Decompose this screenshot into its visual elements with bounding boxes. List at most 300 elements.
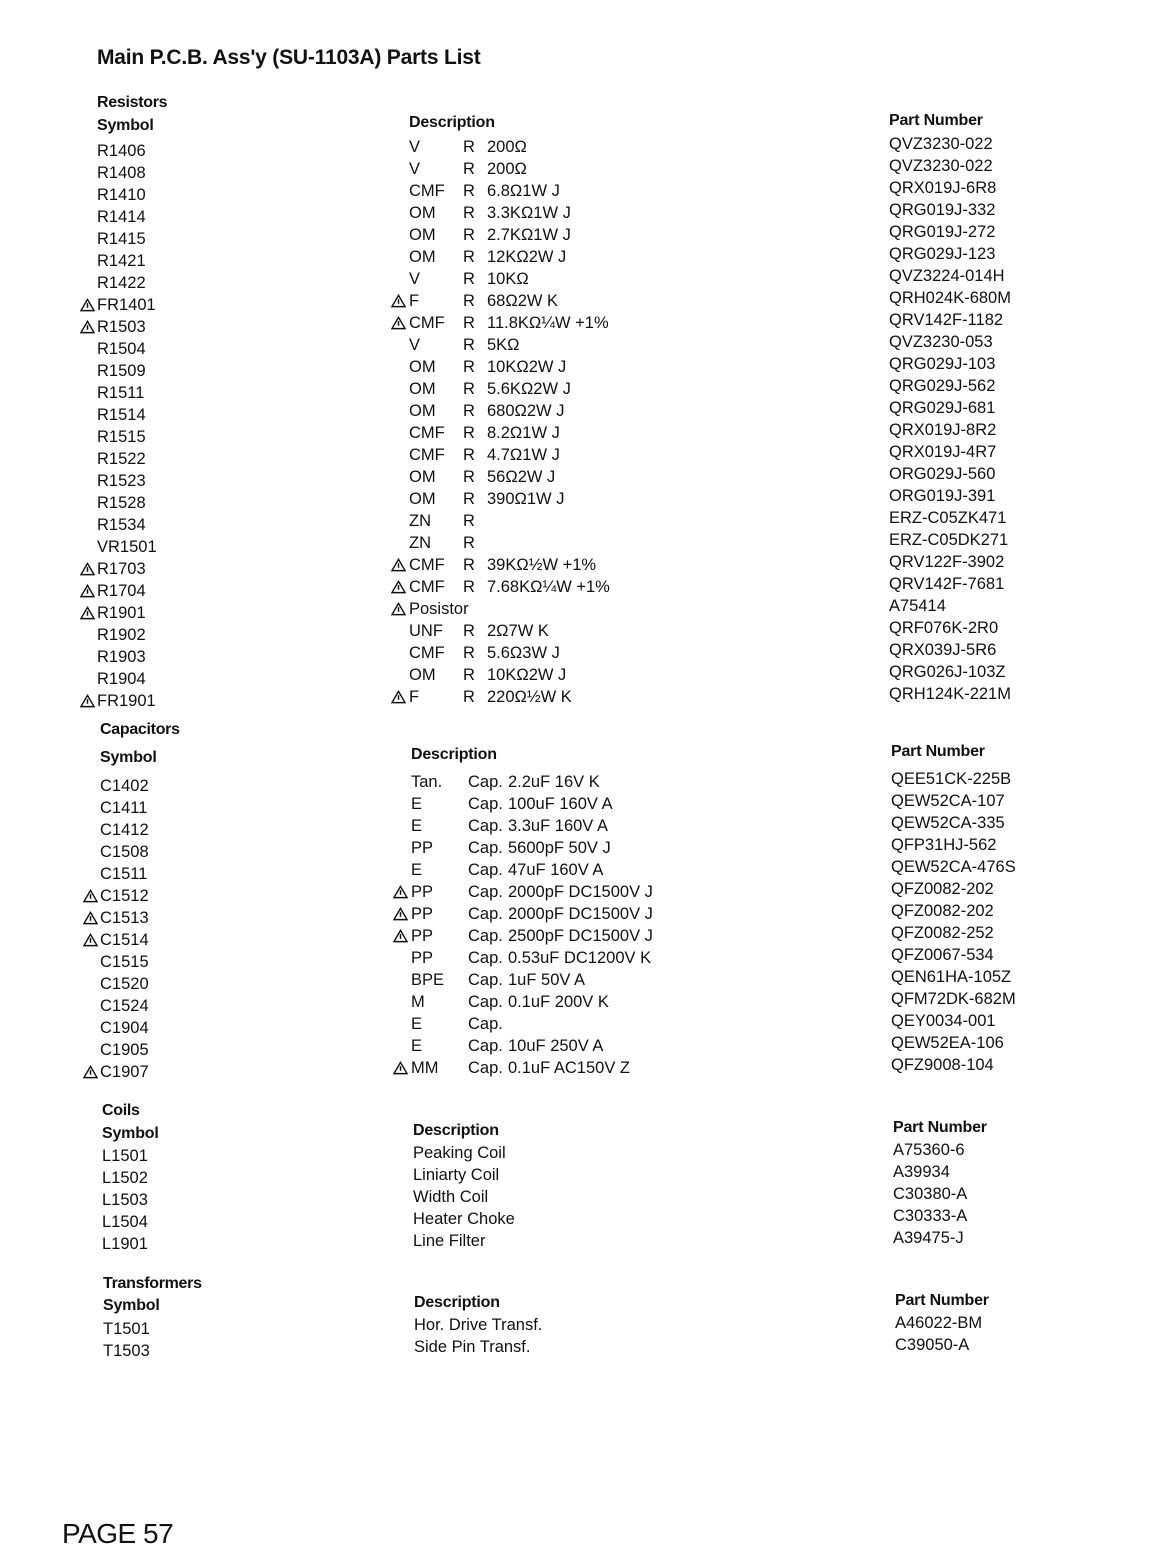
- resistor-symbol: [97, 448, 157, 470]
- resistor-part-number: ERZ-C05DK271: [889, 531, 1009, 549]
- coils-symbol-header: Symbol: [102, 1125, 159, 1142]
- component-class: Cap.: [468, 1059, 503, 1077]
- description-row: [409, 444, 610, 466]
- part-symbol: L1503: [102, 1191, 148, 1209]
- capacitor-part-number: QEW52CA-107: [891, 792, 1005, 810]
- coil-part-number: A39475-J: [893, 1229, 964, 1247]
- resistor-symbol: [97, 338, 157, 360]
- resistor-symbol: [97, 382, 157, 404]
- description-row: [409, 158, 610, 180]
- description-row: Peaking Coil: [413, 1144, 506, 1162]
- resistor-part-number: QRG029J-562: [889, 377, 996, 395]
- part-symbol: VR1501: [97, 538, 157, 556]
- warning-triangle-icon: [83, 1065, 98, 1079]
- resistors-description-column: [409, 136, 610, 708]
- resistor-part-number: QVZ3230-022: [889, 157, 993, 175]
- description-row: Heater Choke: [413, 1210, 515, 1228]
- part-symbol: R1903: [97, 648, 146, 666]
- description-row: [409, 334, 610, 356]
- component-spec: 200Ω: [487, 138, 527, 156]
- component-type: OM: [409, 226, 436, 244]
- component-class: R: [463, 380, 475, 398]
- description-row: [409, 664, 610, 686]
- component-spec: 2000pF DC1500V J: [508, 905, 653, 923]
- resistor-symbol: [97, 250, 157, 272]
- resistor-part-number: QRH124K-221M: [889, 685, 1011, 703]
- resistor-part-number: ORG029J-560: [889, 465, 996, 483]
- capacitors-section-title: Capacitors: [100, 721, 180, 738]
- description-row: [409, 268, 610, 290]
- component-spec: 10KΩ2W J: [487, 358, 567, 376]
- component-class: R: [463, 644, 475, 662]
- resistor-symbol: [97, 514, 157, 536]
- part-symbol: C1512: [100, 887, 149, 905]
- description-row: [409, 422, 610, 444]
- warning-triangle-icon: [391, 316, 406, 330]
- description-row: Width Coil: [413, 1188, 489, 1206]
- coil-symbol: [102, 1189, 148, 1211]
- component-type: F: [409, 688, 420, 706]
- part-symbol: C1402: [100, 777, 149, 795]
- component-type: M: [411, 993, 425, 1011]
- warning-triangle-icon: [391, 558, 406, 572]
- coils-description-column: [413, 1142, 515, 1252]
- description-row: [409, 642, 610, 664]
- component-type: BPE: [411, 971, 445, 989]
- warning-triangle-icon: [80, 606, 95, 620]
- component-type: OM: [409, 204, 436, 222]
- part-symbol: FR1901: [97, 692, 156, 710]
- description-row: [411, 947, 653, 969]
- capacitor-symbol: [100, 995, 149, 1017]
- resistor-symbol: [97, 162, 157, 184]
- component-type: OM: [409, 358, 436, 376]
- resistor-part-number: QVZ3224-014H: [889, 267, 1005, 285]
- warning-triangle-icon: [393, 907, 408, 921]
- component-spec: 2.2uF 16V K: [508, 773, 600, 791]
- component-spec: 7.68KΩ¼W +1%: [487, 578, 610, 596]
- component-class: R: [463, 556, 475, 574]
- warning-triangle-icon: [393, 1061, 408, 1075]
- component-type: Posistor: [409, 600, 469, 618]
- part-symbol: R1703: [97, 560, 146, 578]
- component-type: CMF: [409, 556, 445, 574]
- coils-description-header: Description: [413, 1122, 499, 1139]
- component-type: CMF: [409, 314, 445, 332]
- component-type: V: [409, 336, 421, 354]
- capacitor-symbol: [100, 1061, 149, 1083]
- component-class: R: [463, 292, 475, 310]
- capacitor-symbol: [100, 951, 149, 973]
- description-row: [409, 554, 610, 576]
- coil-part-number: A39934: [893, 1163, 950, 1181]
- component-spec: 6.8Ω1W J: [487, 182, 560, 200]
- part-symbol: C1513: [100, 909, 149, 927]
- resistor-symbol: [97, 492, 157, 514]
- page-number: PAGE 57: [62, 1518, 174, 1549]
- component-class: Cap.: [468, 883, 503, 901]
- component-type: V: [409, 138, 421, 156]
- resistor-part-number: QRF076K-2R0: [889, 619, 999, 637]
- component-type: OM: [409, 666, 436, 684]
- warning-triangle-icon: [393, 885, 408, 899]
- component-type: ZN: [409, 534, 431, 552]
- component-spec: 39KΩ½W +1%: [487, 556, 597, 574]
- component-type: CMF: [409, 446, 445, 464]
- description-row: [411, 969, 653, 991]
- resistor-part-number: QRX039J-5R6: [889, 641, 997, 659]
- component-type: MM: [411, 1059, 439, 1077]
- description-row: [409, 510, 610, 532]
- component-type: OM: [409, 402, 436, 420]
- component-spec: 56Ω2W J: [487, 468, 556, 486]
- part-symbol: R1414: [97, 208, 146, 226]
- resistor-symbol: [97, 558, 157, 580]
- component-spec: 5.6Ω3W J: [487, 644, 560, 662]
- part-symbol: R1408: [97, 164, 146, 182]
- transformer-part-number: A46022-BM: [895, 1314, 983, 1332]
- coils-part-number-column: [893, 1139, 967, 1249]
- part-symbol: R1406: [97, 142, 146, 160]
- description-row: [411, 1057, 653, 1079]
- component-class: R: [463, 622, 475, 640]
- component-spec: 200Ω: [487, 160, 527, 178]
- coils-part-number-header: Part Number: [893, 1119, 987, 1136]
- description-row: Liniarty Coil: [413, 1166, 500, 1184]
- warning-triangle-icon: [391, 602, 406, 616]
- capacitor-part-number: QFZ0067-534: [891, 946, 994, 964]
- capacitors-part-number-column: [891, 768, 1016, 1076]
- component-type: UNF: [409, 622, 443, 640]
- resistor-part-number: QRV142F-1182: [889, 311, 1004, 329]
- capacitor-part-number: QFZ0082-202: [891, 902, 994, 920]
- component-type: PP: [411, 839, 434, 857]
- description-row: [411, 771, 653, 793]
- component-class: R: [463, 160, 475, 178]
- component-spec: 390Ω1W J: [487, 490, 565, 508]
- part-symbol: L1504: [102, 1213, 148, 1231]
- resistor-part-number: QRV142F-7681: [889, 575, 1005, 593]
- component-type: V: [409, 270, 421, 288]
- part-symbol: R1514: [97, 406, 146, 424]
- part-symbol: C1907: [100, 1063, 149, 1081]
- component-type: E: [411, 795, 423, 813]
- part-symbol: R1504: [97, 340, 146, 358]
- component-class: R: [463, 424, 475, 442]
- description-row: [411, 793, 653, 815]
- coils-symbol-column: [102, 1145, 148, 1255]
- component-class: R: [463, 204, 475, 222]
- capacitor-part-number: QEY0034-001: [891, 1012, 996, 1030]
- part-symbol: R1534: [97, 516, 146, 534]
- component-class: Cap.: [468, 1015, 503, 1033]
- resistor-part-number: QRG026J-103Z: [889, 663, 1006, 681]
- capacitor-part-number: QFZ9008-104: [891, 1056, 994, 1074]
- description-row: [409, 246, 610, 268]
- component-spec: 100uF 160V A: [508, 795, 613, 813]
- resistor-part-number: QRX019J-4R7: [889, 443, 997, 461]
- description-row: [411, 859, 653, 881]
- resistor-symbol: [97, 646, 157, 668]
- capacitor-symbol: [100, 929, 149, 951]
- resistors-part-number-header: Part Number: [889, 112, 983, 129]
- component-class: R: [463, 688, 475, 706]
- description-row: [411, 925, 653, 947]
- component-type: PP: [411, 905, 434, 923]
- warning-triangle-icon: [83, 911, 98, 925]
- warning-triangle-icon: [83, 933, 98, 947]
- capacitors-part-number-header: Part Number: [891, 743, 985, 760]
- component-type: CMF: [409, 424, 445, 442]
- description-row: [409, 400, 610, 422]
- component-type: CMF: [409, 182, 445, 200]
- component-spec: 10KΩ: [487, 270, 529, 288]
- resistor-symbol: [97, 690, 157, 712]
- component-class: R: [463, 402, 475, 420]
- capacitors-symbol-header: Symbol: [100, 749, 157, 766]
- component-type: V: [409, 160, 421, 178]
- component-spec: 680Ω2W J: [487, 402, 565, 420]
- component-type: PP: [411, 927, 434, 945]
- component-type: CMF: [409, 644, 445, 662]
- resistor-symbol: [97, 602, 157, 624]
- component-type: E: [411, 1037, 423, 1055]
- component-type: OM: [409, 490, 436, 508]
- capacitor-symbol: [100, 885, 149, 907]
- capacitor-part-number: QEW52CA-476S: [891, 858, 1016, 876]
- component-spec: 2500pF DC1500V J: [508, 927, 653, 945]
- warning-triangle-icon: [391, 294, 406, 308]
- part-symbol: C1524: [100, 997, 149, 1015]
- resistor-part-number: QRH024K-680M: [889, 289, 1011, 307]
- component-type: OM: [409, 468, 436, 486]
- resistor-symbol: [97, 668, 157, 690]
- component-class: Cap.: [468, 773, 503, 791]
- resistor-symbol: [97, 624, 157, 646]
- component-type: PP: [411, 883, 434, 901]
- warning-triangle-icon: [80, 298, 95, 312]
- capacitor-symbol: [100, 863, 149, 885]
- component-class: Cap.: [468, 861, 503, 879]
- transformers-part-number-column: [895, 1312, 982, 1356]
- description-row: [409, 378, 610, 400]
- resistors-section-title: Resistors: [97, 94, 168, 111]
- resistor-part-number: ERZ-C05ZK471: [889, 509, 1007, 527]
- component-type: E: [411, 1015, 423, 1033]
- capacitor-part-number: QEW52EA-106: [891, 1034, 1004, 1052]
- resistor-part-number: ORG019J-391: [889, 487, 996, 505]
- component-type: E: [411, 817, 423, 835]
- transformer-part-number: C39050-A: [895, 1336, 970, 1354]
- component-spec: 8.2Ω1W J: [487, 424, 560, 442]
- resistor-symbol: [97, 536, 157, 558]
- component-class: R: [463, 314, 475, 332]
- part-symbol: R1902: [97, 626, 146, 644]
- description-row: [409, 224, 610, 246]
- component-class: R: [463, 270, 475, 288]
- description-row: [409, 290, 610, 312]
- warning-triangle-icon: [80, 562, 95, 576]
- part-symbol: R1515: [97, 428, 146, 446]
- part-symbol: C1905: [100, 1041, 149, 1059]
- transformers-symbol-header: Symbol: [103, 1297, 160, 1314]
- warning-triangle-icon: [80, 584, 95, 598]
- resistor-symbol: [97, 206, 157, 228]
- page-title: Main P.C.B. Ass'y (SU-1103A) Parts List: [97, 46, 481, 69]
- capacitor-symbol: [100, 973, 149, 995]
- component-class: R: [463, 446, 475, 464]
- component-spec: 10KΩ2W J: [487, 666, 567, 684]
- resistor-symbol: [97, 316, 157, 338]
- component-spec: 5.6KΩ2W J: [487, 380, 571, 398]
- part-symbol: L1501: [102, 1147, 148, 1165]
- capacitor-part-number: QEW52CA-335: [891, 814, 1005, 832]
- part-symbol: T1503: [103, 1342, 150, 1360]
- component-spec: 10uF 250V A: [508, 1037, 604, 1055]
- part-symbol: R1422: [97, 274, 146, 292]
- component-class: R: [463, 578, 475, 596]
- description-row: [411, 991, 653, 1013]
- component-spec: 2000pF DC1500V J: [508, 883, 653, 901]
- resistor-part-number: QRG029J-103: [889, 355, 996, 373]
- component-class: Cap.: [468, 795, 503, 813]
- resistor-symbol: [97, 294, 157, 316]
- resistor-part-number: QVZ3230-022: [889, 135, 993, 153]
- description-row: [409, 312, 610, 334]
- component-spec: 2Ω7W K: [487, 622, 549, 640]
- component-spec: 5KΩ: [487, 336, 520, 354]
- component-class: Cap.: [468, 905, 503, 923]
- resistors-symbol-header: Symbol: [97, 117, 154, 134]
- resistors-symbol-column: [97, 140, 157, 712]
- component-class: Cap.: [468, 817, 503, 835]
- component-spec: 47uF 160V A: [508, 861, 604, 879]
- component-type: CMF: [409, 578, 445, 596]
- part-symbol: R1410: [97, 186, 146, 204]
- component-type: Tan.: [411, 773, 443, 791]
- capacitor-part-number: QFM72DK-682M: [891, 990, 1016, 1008]
- description-row: [409, 686, 610, 708]
- capacitor-part-number: QFZ0082-252: [891, 924, 994, 942]
- capacitor-symbol: [100, 1017, 149, 1039]
- description-row: [411, 881, 653, 903]
- coil-part-number: C30333-A: [893, 1207, 968, 1225]
- description-row: [409, 202, 610, 224]
- capacitor-symbol: [100, 819, 149, 841]
- part-symbol: R1415: [97, 230, 146, 248]
- component-class: R: [463, 226, 475, 244]
- part-symbol: C1520: [100, 975, 149, 993]
- component-class: R: [463, 336, 475, 354]
- capacitors-description-header: Description: [411, 746, 497, 763]
- component-class: R: [463, 468, 475, 486]
- component-type: OM: [409, 248, 436, 266]
- warning-triangle-icon: [83, 889, 98, 903]
- resistor-part-number: QRV122F-3902: [889, 553, 1005, 571]
- part-symbol: R1503: [97, 318, 146, 336]
- transformers-description-header: Description: [414, 1294, 500, 1311]
- component-class: R: [463, 182, 475, 200]
- warning-triangle-icon: [393, 929, 408, 943]
- capacitor-part-number: QEN61HA-105Z: [891, 968, 1012, 986]
- resistor-part-number: QRX019J-6R8: [889, 179, 997, 197]
- part-symbol: R1522: [97, 450, 146, 468]
- component-type: OM: [409, 380, 436, 398]
- transformer-symbol: [103, 1318, 150, 1340]
- resistor-symbol: [97, 404, 157, 426]
- part-symbol: C1515: [100, 953, 149, 971]
- resistor-symbol: [97, 228, 157, 250]
- part-symbol: FR1401: [97, 296, 156, 314]
- description-row: [409, 180, 610, 202]
- capacitor-symbol: [100, 1039, 149, 1061]
- coil-symbol: [102, 1211, 148, 1233]
- component-class: R: [463, 490, 475, 508]
- resistor-symbol: [97, 140, 157, 162]
- component-spec: 3.3KΩ1W J: [487, 204, 571, 222]
- resistor-part-number: QRG019J-272: [889, 223, 996, 241]
- resistor-part-number: QRG029J-123: [889, 245, 996, 263]
- capacitor-symbol: [100, 907, 149, 929]
- part-symbol: C1411: [100, 799, 148, 817]
- component-spec: 5600pF 50V J: [508, 839, 611, 857]
- component-spec: 0.53uF DC1200V K: [508, 949, 652, 967]
- component-spec: 1uF 50V A: [508, 971, 586, 989]
- description-row: [409, 466, 610, 488]
- description-row: [409, 620, 610, 642]
- part-symbol: R1904: [97, 670, 146, 688]
- component-class: R: [463, 138, 475, 156]
- component-type: PP: [411, 949, 434, 967]
- part-symbol: R1704: [97, 582, 146, 600]
- component-spec: 4.7Ω1W J: [487, 446, 560, 464]
- component-class: R: [463, 512, 475, 530]
- component-class: Cap.: [468, 993, 503, 1011]
- part-symbol: C1412: [100, 821, 149, 839]
- transformer-symbol: [103, 1340, 150, 1362]
- transformers-symbol-column: [103, 1318, 150, 1362]
- coil-symbol: [102, 1145, 148, 1167]
- component-class: Cap.: [468, 949, 503, 967]
- component-class: R: [463, 666, 475, 684]
- part-symbol: L1901: [102, 1235, 148, 1253]
- component-spec: 220Ω½W K: [487, 688, 572, 706]
- capacitor-symbol: [100, 841, 149, 863]
- resistors-part-number-column: [889, 133, 1011, 705]
- component-spec: 11.8KΩ¼W +1%: [487, 314, 609, 332]
- component-class: Cap.: [468, 839, 503, 857]
- description-row: [409, 532, 610, 554]
- warning-triangle-icon: [391, 690, 406, 704]
- coil-symbol: [102, 1233, 148, 1255]
- resistor-part-number: A75414: [889, 597, 946, 615]
- resistors-description-header: Description: [409, 114, 495, 131]
- capacitor-part-number: QEE51CK-225B: [891, 770, 1012, 788]
- description-row: Hor. Drive Transf.: [414, 1316, 543, 1334]
- description-row: [411, 1035, 653, 1057]
- component-class: Cap.: [468, 927, 503, 945]
- warning-triangle-icon: [80, 320, 95, 334]
- transformers-section-title: Transformers: [103, 1275, 202, 1292]
- capacitor-part-number: QFZ0082-202: [891, 880, 994, 898]
- capacitors-description-column: [411, 771, 653, 1079]
- component-spec: 2.7KΩ1W J: [487, 226, 571, 244]
- description-row: [409, 576, 610, 598]
- description-row: Side Pin Transf.: [414, 1338, 531, 1356]
- description-row: [409, 356, 610, 378]
- resistor-part-number: QVZ3230-053: [889, 333, 993, 351]
- part-symbol: C1514: [100, 931, 149, 949]
